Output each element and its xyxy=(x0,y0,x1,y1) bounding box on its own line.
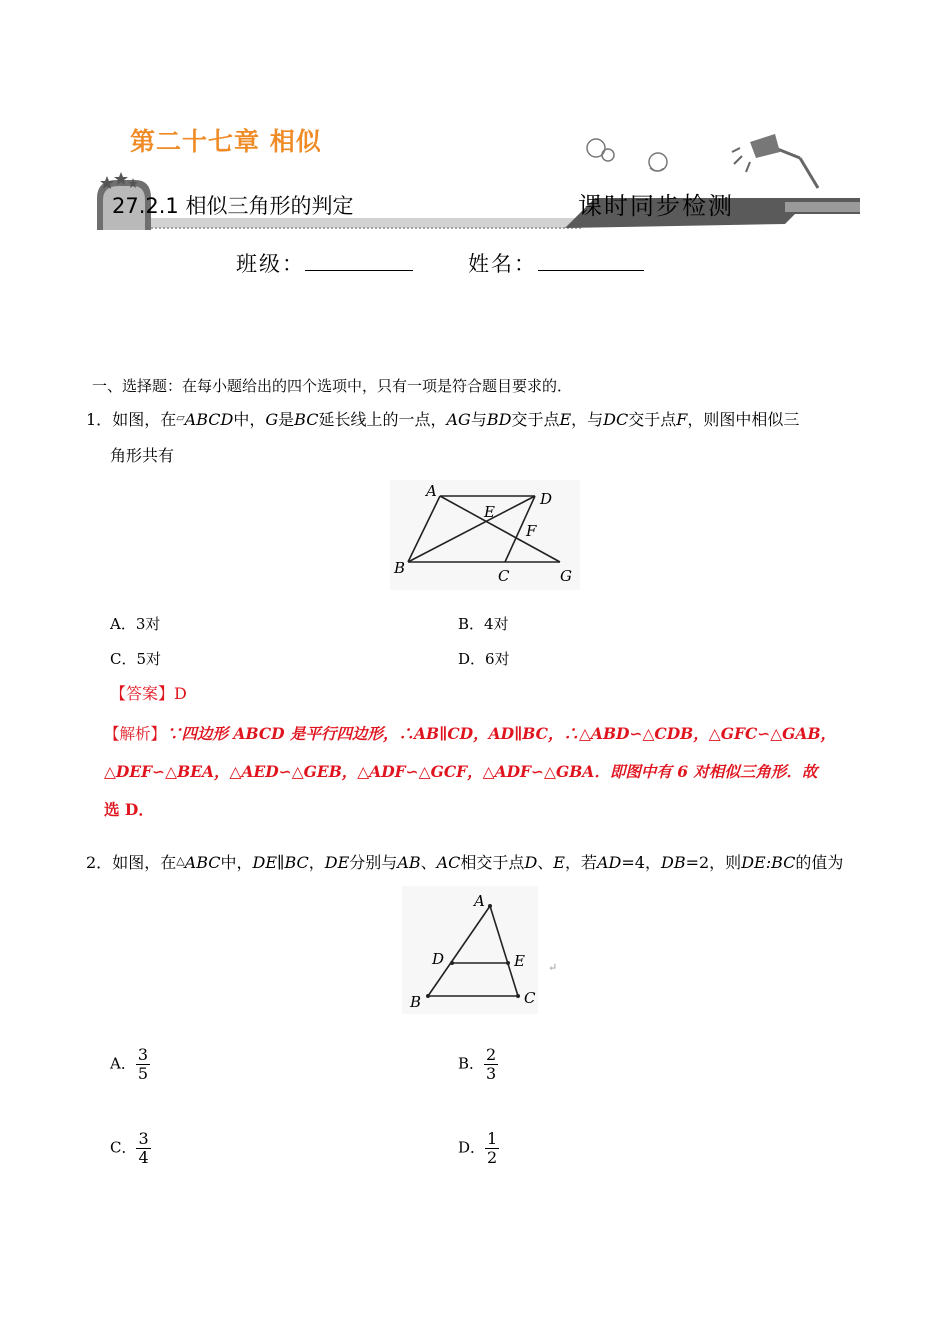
section-heading: 一、选择题：在每小题给出的四个选项中，只有一项是符合题目要求的． xyxy=(92,377,573,395)
q2-line1 xyxy=(86,851,843,873)
q1-figure xyxy=(390,480,580,590)
fraction xyxy=(136,1130,150,1167)
option-label: A． xyxy=(110,1054,136,1073)
q1-text: 延长线上的一点， xyxy=(318,410,447,429)
triangle-symbol: △ xyxy=(176,854,185,867)
q1-text: ，则图中相似三 xyxy=(687,410,800,429)
q2-var: DE xyxy=(324,853,350,872)
q1-explanation-line3: 选 D． xyxy=(104,800,154,819)
q2-option-c[interactable] xyxy=(110,1130,151,1167)
chapter-title: 第二十七章 相似 xyxy=(130,127,322,156)
q1-var: G xyxy=(265,410,279,429)
numerator: 2 xyxy=(486,1045,497,1064)
q2-var: DE∥BC xyxy=(252,853,309,872)
q1-explanation-line1 xyxy=(104,724,836,744)
numerator: 1 xyxy=(487,1129,498,1148)
q2-text: 如图，在 xyxy=(112,853,177,872)
q2-text: ， xyxy=(644,853,661,872)
q1-option-c[interactable]: C．5对 xyxy=(110,650,162,668)
q2-var: E xyxy=(553,853,565,872)
q1-var: DC xyxy=(603,410,629,429)
q1-label-e: E xyxy=(484,503,495,521)
q1-text: 交于点 xyxy=(511,410,560,429)
q2-label-e: E xyxy=(514,952,525,970)
q1-label-b: B xyxy=(394,559,406,577)
tagline: 课时同步检测 xyxy=(578,192,734,220)
option-label: D． xyxy=(458,1138,486,1157)
q2-option-b[interactable] xyxy=(458,1046,498,1083)
q1-label-c: C xyxy=(498,567,510,585)
q2-label-a: A xyxy=(474,892,485,910)
q2-option-d[interactable] xyxy=(458,1130,499,1167)
explanation-text: ∵四边形 ABCD 是平行四边形，∴AB∥CD，AD∥BC，∴△ABD∽△CDB，△GFC∽△GAB， xyxy=(166,724,837,743)
class-label: 班级： xyxy=(236,252,305,276)
q2-text: ，则 xyxy=(709,853,742,872)
denominator: 4 xyxy=(138,1148,149,1167)
parallelogram-symbol: ▱ xyxy=(176,411,185,424)
section-title: 27.2.1 相似三角形的判定 xyxy=(112,194,354,218)
q1-option-a[interactable]: A．3对 xyxy=(110,615,161,633)
fraction xyxy=(484,1046,498,1083)
q2-text: 相交于点 xyxy=(460,853,525,872)
q2-value: =2 xyxy=(685,853,710,872)
q1-var: AG xyxy=(446,410,471,429)
q1-line2: 角形共有 xyxy=(110,446,175,465)
fraction xyxy=(136,1046,150,1083)
q2-text: 、 xyxy=(420,853,437,872)
q2-option-a[interactable] xyxy=(110,1046,150,1083)
numerator: 3 xyxy=(137,1045,149,1064)
denominator: 2 xyxy=(487,1148,498,1167)
q2-var: AC xyxy=(436,853,461,872)
name-blank[interactable] xyxy=(538,270,644,271)
q1-line1 xyxy=(86,408,799,430)
q1-label-f: F xyxy=(526,522,537,540)
q1-var: BC xyxy=(294,410,319,429)
explanation-label: 【解析】 xyxy=(104,725,167,743)
q2-var: AD xyxy=(596,853,622,872)
q1-var: E xyxy=(559,410,572,429)
q1-option-b[interactable]: B．4对 xyxy=(458,615,509,633)
q2-value: =4 xyxy=(621,853,645,872)
q2-var: AB xyxy=(397,853,421,872)
q2-var: DE:BC xyxy=(741,853,796,872)
q2-text: 分别与 xyxy=(349,853,398,872)
q2-figure xyxy=(402,886,567,1014)
q2-text: 、 xyxy=(537,853,554,872)
q2-label-d: D xyxy=(432,950,445,968)
q2-var: ABC xyxy=(184,853,221,872)
q1-number: 1． xyxy=(86,410,113,429)
denominator: 5 xyxy=(137,1064,149,1083)
q1-label-g: G xyxy=(560,567,572,585)
q1-label-a: A xyxy=(426,482,437,500)
q1-text: 交于点 xyxy=(628,410,677,429)
q2-label-b: B xyxy=(410,993,422,1011)
q2-var: D xyxy=(524,853,538,872)
q1-answer: 【答案】D xyxy=(110,684,187,703)
q1-var: BD xyxy=(486,410,512,429)
q1-text: 与 xyxy=(470,410,487,429)
denominator: 3 xyxy=(486,1064,497,1083)
q1-label-d: D xyxy=(540,490,553,508)
option-label: C． xyxy=(110,1138,137,1157)
q1-var: ABCD xyxy=(184,410,234,429)
q1-text: 是 xyxy=(278,410,295,429)
q2-text: 的值为 xyxy=(795,853,844,872)
lamp-decoration xyxy=(580,128,850,192)
q1-text: ，与 xyxy=(571,410,604,429)
q1-text: 中， xyxy=(233,410,266,429)
option-label: B． xyxy=(458,1054,485,1073)
q2-var: DB xyxy=(660,853,686,872)
name-label: 姓名： xyxy=(468,252,537,276)
q1-var: F xyxy=(676,410,688,429)
return-mark: ↵ xyxy=(548,961,558,974)
class-blank[interactable] xyxy=(305,270,413,271)
q2-text: ， xyxy=(308,853,325,872)
numerator: 3 xyxy=(138,1129,149,1148)
q2-number: 2． xyxy=(86,853,113,872)
q1-text: 如图，在 xyxy=(112,410,177,429)
fraction xyxy=(485,1130,499,1167)
q2-label-c: C xyxy=(524,989,536,1007)
q1-explanation-line2: △DEF∽△BEA，△AED∽△GEB，△ADF∽△GCF，△ADF∽△GBA．即图中有 6 对相似三角形．故 xyxy=(104,762,818,781)
q2-text: 中， xyxy=(220,853,253,872)
q2-text: ，若 xyxy=(564,853,597,872)
q1-option-d[interactable]: D．6对 xyxy=(458,650,510,668)
